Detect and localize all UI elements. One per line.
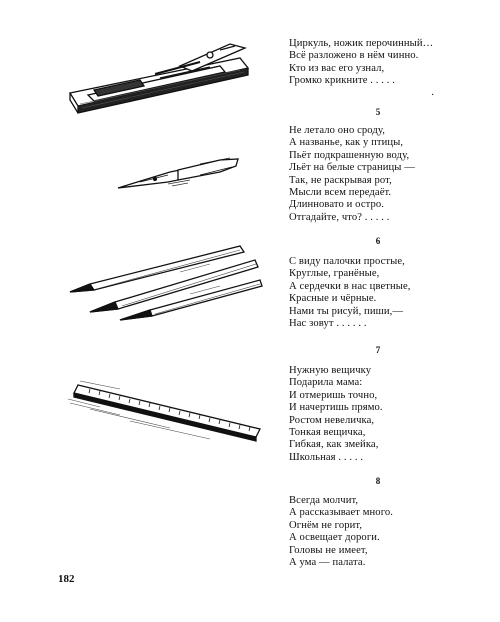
riddle-line: А сердечки в нас цветные, [289, 280, 411, 292]
riddle-line: А рассказывает много. [289, 507, 394, 519]
pencils-icon [60, 242, 270, 322]
riddle-line: Так, не раскрывая рот, [289, 174, 392, 186]
riddle-line: С виду палочки простые, [289, 256, 405, 267]
riddle-number: 8 [375, 476, 381, 486]
riddle-line: Не летало оно сроду, [289, 125, 385, 136]
riddle-line: И начертишь прямо. [289, 402, 383, 414]
riddle-line: А названье, как у птицы, [289, 137, 404, 149]
riddle-line: Огнём не горит, [289, 519, 363, 531]
riddle-6 [289, 256, 489, 330]
riddle-line: А ума — палата. [289, 557, 366, 569]
riddle-line: Тонкая вещичка, [289, 427, 366, 439]
page-number: 182 [58, 573, 75, 585]
riddle-line: Нас зовут . . . . . . [289, 318, 367, 330]
riddle-8 [289, 495, 489, 569]
riddle-line: Кто из вас его узнал, [289, 62, 385, 74]
riddle-line: Школьная . . . . . [289, 451, 364, 463]
riddle-1 [289, 38, 489, 97]
riddle-number: 5 [375, 107, 381, 117]
riddle-line: А освещает дороги. [289, 532, 380, 544]
ruler-illustration [60, 373, 270, 443]
riddle-line: Длинновато и остро. [289, 199, 385, 211]
riddle-line: Всё разложено в нём чинно. [289, 50, 419, 62]
riddle-line: Громко крикните . . . . . [289, 75, 396, 87]
pen-nib-icon [60, 150, 270, 195]
riddle-line: Нужную вещичку [289, 365, 372, 376]
riddle-line: Циркуль, ножик перочинный… [289, 38, 434, 49]
riddle-line: Красные и чёрные. [289, 293, 377, 305]
riddle-line: И отмеришь точно, [289, 389, 378, 401]
riddle-line: Всегда молчит, [289, 495, 359, 506]
answer-trailing-dot: . [431, 85, 437, 98]
riddle-7 [289, 365, 489, 464]
riddle-number: 7 [375, 345, 381, 355]
riddle-line: Мысли всем передаёт. [289, 187, 392, 199]
riddle-line: Круглые, гранёные, [289, 268, 380, 280]
riddle-line: Отгадайте, что? . . . . . [289, 211, 390, 223]
riddle-line: Льёт на белые страницы — [289, 162, 415, 174]
riddle-line: Ростом невеличка, [289, 414, 375, 426]
pencils-illustration [60, 242, 270, 322]
riddle-line: Подарила мама: [289, 377, 363, 389]
riddle-line: Головы не имеет, [289, 544, 368, 556]
ruler-icon [60, 373, 270, 443]
riddle-number: 6 [375, 236, 381, 246]
pencil-case-illustration [60, 38, 270, 118]
riddle-line: Нами ты рисуй, пиши,— [289, 305, 404, 317]
riddle-line: Гибкая, как змейка, [289, 439, 379, 451]
pen-nib-illustration [60, 150, 270, 195]
pencil-case-icon [60, 38, 270, 118]
riddle-line: Пьёт подкрашенную воду, [289, 149, 410, 161]
riddle-5 [289, 125, 489, 224]
